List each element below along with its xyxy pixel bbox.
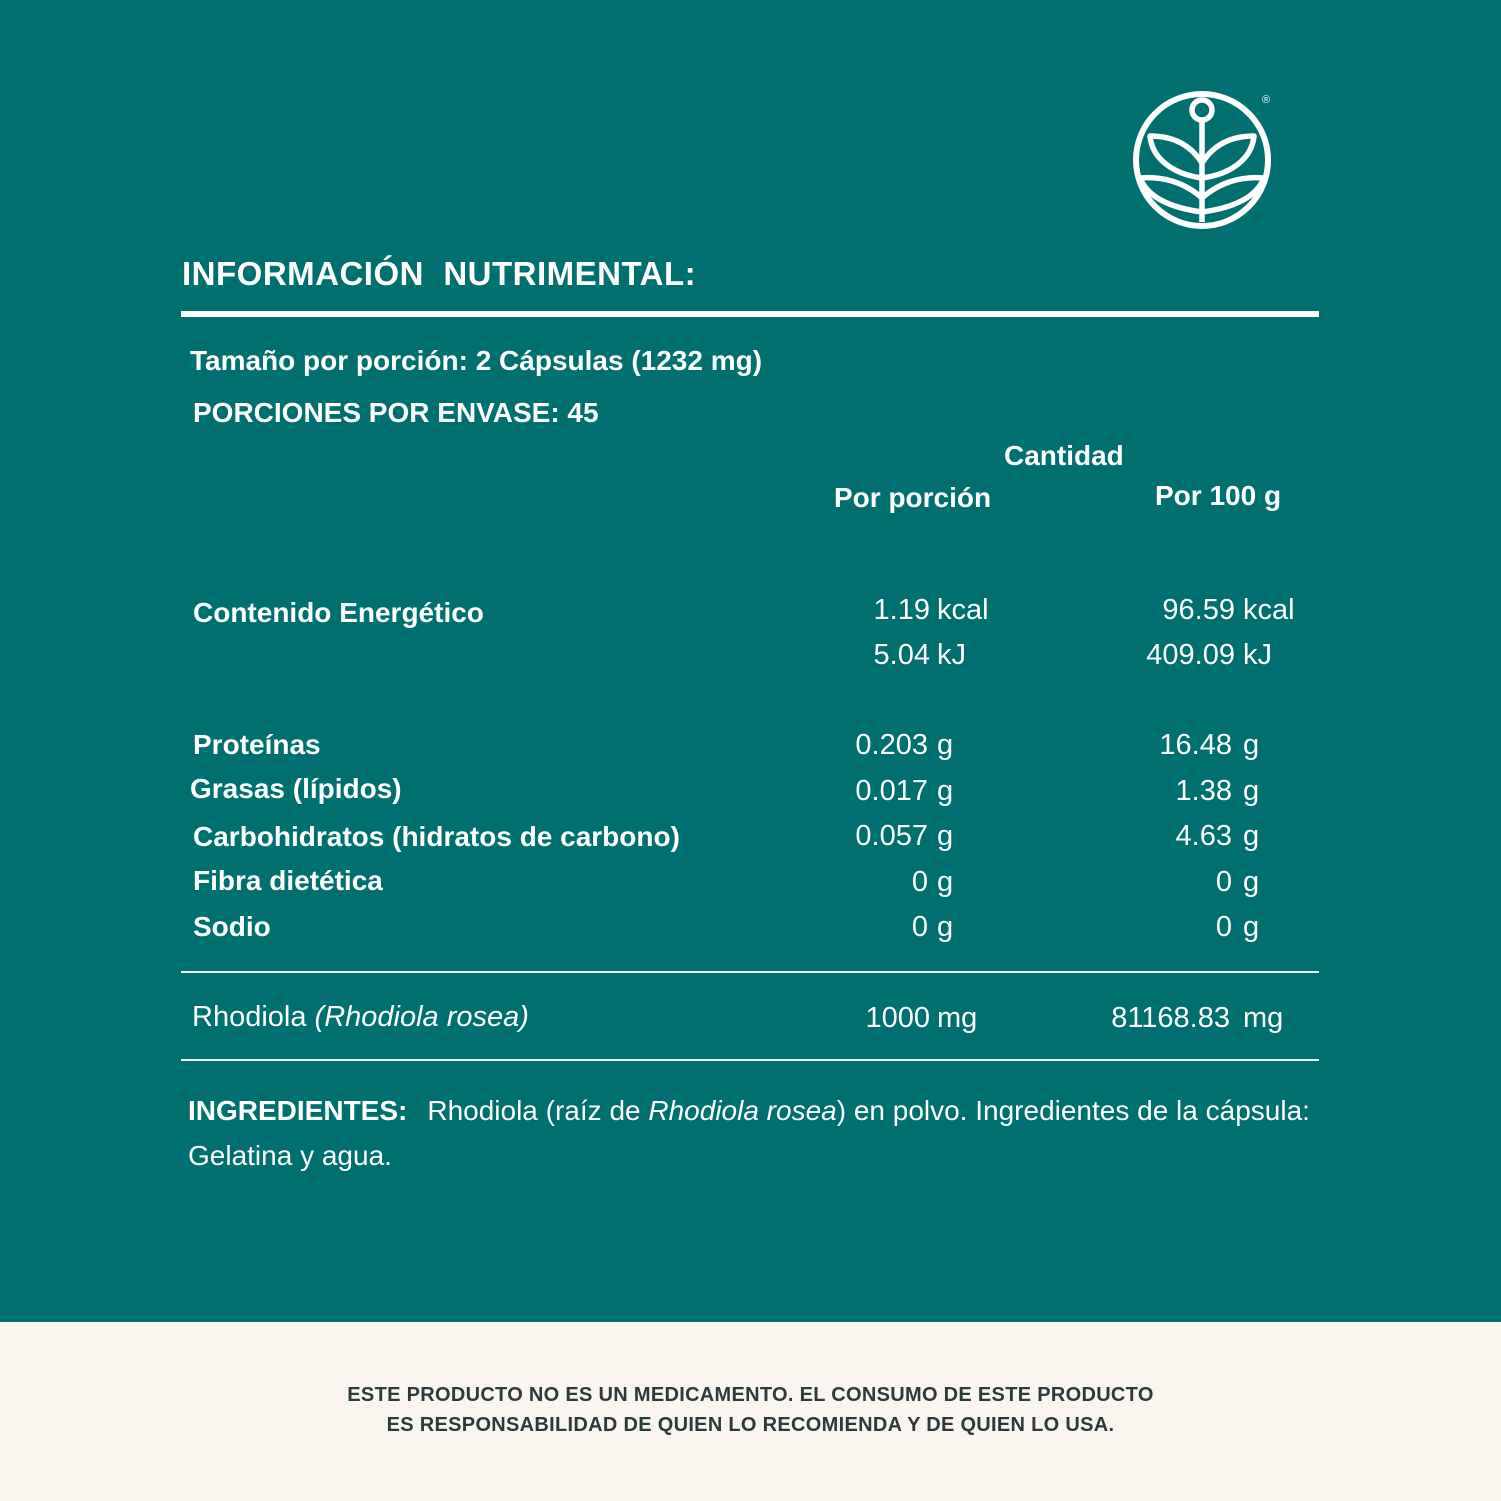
energy-kj-unit: kJ xyxy=(937,639,966,671)
table-divider xyxy=(181,971,1319,973)
nutrient-per100: 1.38 xyxy=(1175,775,1232,807)
nutrient-unit: g xyxy=(937,729,954,761)
nutrient-serving: 0 xyxy=(911,911,928,943)
nutrient-unit-100: g xyxy=(1243,729,1260,761)
nutrient-serving: 0.017 xyxy=(855,775,928,807)
nutrient-label: Carbohidratos (hidratos de carbono) xyxy=(193,821,680,852)
nutrient-per100: 0 xyxy=(1215,911,1232,943)
nutrient-unit-100: g xyxy=(1243,820,1260,852)
nutrient-unit: g xyxy=(937,911,954,943)
energy-kcal-unit-100: kcal xyxy=(1243,594,1295,626)
nutrient-label: Grasas (lípidos) xyxy=(190,773,402,804)
ingredients-text xyxy=(188,1088,1328,1178)
nutrient-serving: 0.203 xyxy=(855,729,928,761)
active-ingredient-scientific: (Rhodiola rosea) xyxy=(314,1001,529,1033)
disclaimer-line-2: ES RESPONSABILIDAD DE QUIEN LO RECOMIENDA Y DE QUIEN LO USA. xyxy=(386,1414,1115,1436)
nutrient-unit: g xyxy=(937,820,954,852)
nutrient-serving: 0 xyxy=(911,866,928,898)
page-title: INFORMACIÓN NUTRIMENTAL: xyxy=(182,255,697,292)
ingredients-label: INGREDIENTES: xyxy=(188,1095,408,1126)
sprout-in-circle-icon xyxy=(1132,88,1276,232)
disclaimer-line-1: ESTE PRODUCTO NO ES UN MEDICAMENTO. EL CONSUMO DE ESTE PRODUCTO xyxy=(347,1384,1154,1406)
active-unit: mg xyxy=(937,1002,978,1034)
nutrient-unit-100: g xyxy=(1243,775,1260,807)
energy-kcal-serving: 1.19 xyxy=(873,594,930,626)
serving-size: Tamaño por porción: 2 Cápsulas (1232 mg) xyxy=(190,345,763,376)
per-serving-header: Por porción xyxy=(834,482,992,513)
energy-kcal-per100: 96.59 xyxy=(1162,594,1235,626)
nutrient-unit-100: g xyxy=(1243,911,1260,943)
nutrient-unit: g xyxy=(937,866,954,898)
energy-label: Contenido Energético xyxy=(193,597,484,628)
energy-kj-unit-100: kJ xyxy=(1243,639,1272,671)
nutrient-per100: 4.63 xyxy=(1175,820,1232,852)
active-serving: 1000 xyxy=(865,1002,930,1034)
quantity-header: Cantidad xyxy=(1004,440,1124,471)
title-divider xyxy=(181,311,1319,317)
nutrient-per100: 0 xyxy=(1215,866,1232,898)
active-ingredient-name: Rhodiola xyxy=(192,1001,307,1033)
active-per100: 81168.83 xyxy=(1111,1002,1230,1034)
active-ingredient-label xyxy=(192,1001,529,1034)
table-bottom-divider xyxy=(181,1059,1319,1061)
active-unit-100: mg xyxy=(1243,1002,1284,1034)
ingredients-text-before: Rhodiola (raíz de xyxy=(427,1095,641,1126)
energy-kcal-unit: kcal xyxy=(937,594,989,626)
servings-per-container: PORCIONES POR ENVASE: 45 xyxy=(193,397,599,428)
nutrient-label: Fibra dietética xyxy=(193,865,383,896)
nutrient-label: Sodio xyxy=(193,911,271,942)
ingredients-text-after: ) en polvo. Ingredientes de la cápsula: Gelatina y agua. xyxy=(188,1095,1310,1171)
nutrient-serving: 0.057 xyxy=(855,820,928,852)
nutrient-unit-100: g xyxy=(1243,866,1260,898)
nutrient-label: Proteínas xyxy=(193,729,321,760)
energy-kj-serving: 5.04 xyxy=(873,639,930,671)
ingredients-italic: Rhodiola rosea xyxy=(648,1095,837,1126)
nutrient-unit: g xyxy=(937,775,954,807)
disclaimer-footer xyxy=(0,1322,1501,1501)
nutrient-per100: 16.48 xyxy=(1159,729,1232,761)
per-100g-header: Por 100 g xyxy=(1155,480,1282,511)
registered-mark: ® xyxy=(1262,94,1271,106)
energy-kj-per100: 409.09 xyxy=(1146,639,1235,671)
